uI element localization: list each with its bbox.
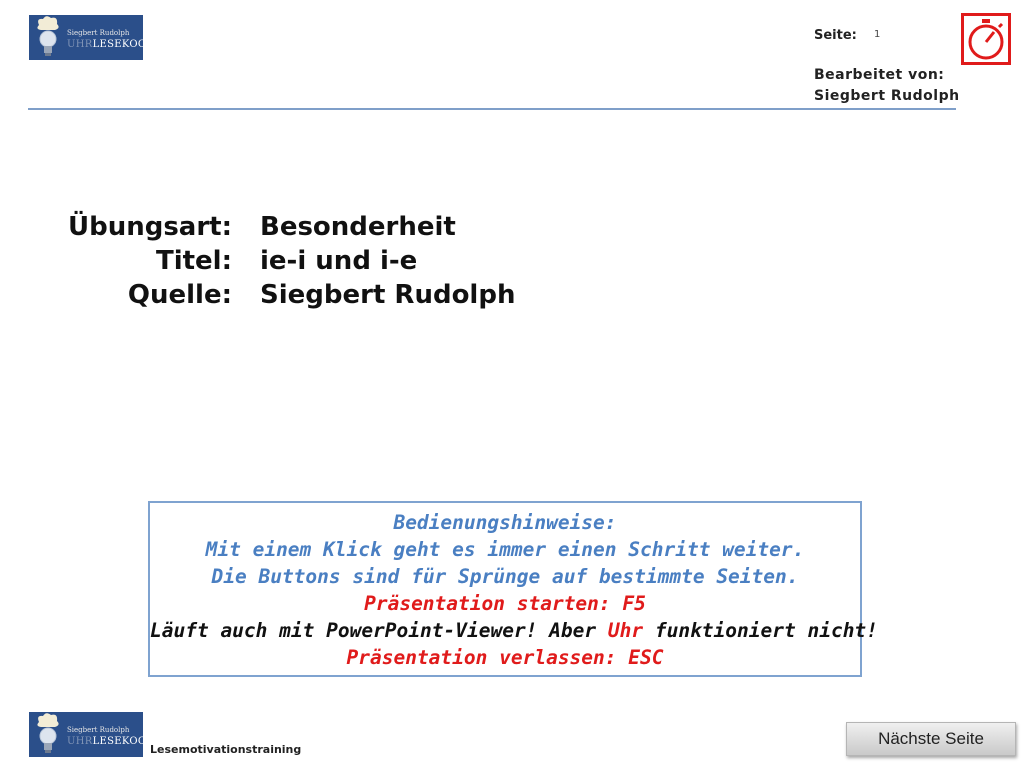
logo-author: Siegbert Rudolph	[67, 29, 130, 37]
footer-label: Lesemotivationstraining	[150, 743, 302, 756]
logo-brand: UHRLESEKOCH	[67, 736, 155, 747]
source-label: Quelle:	[127, 280, 232, 310]
page-label: Seite:	[814, 28, 857, 43]
lightbulb-chef-icon	[31, 712, 65, 757]
title-label: Titel:	[155, 246, 232, 276]
stopwatch-icon[interactable]	[961, 13, 1011, 65]
title-value: ie-i und i-e	[260, 246, 418, 276]
header-divider	[28, 108, 956, 110]
usage-hints-box	[148, 501, 878, 677]
hints-heading: Bedienungshinweise:	[393, 511, 617, 534]
exercise-type-value: Besonderheit	[260, 212, 456, 242]
hint-viewer: Läuft auch mit PowerPoint-Viewer! Aber Uhr funktioniert nicht!	[150, 619, 878, 642]
next-page-button[interactable]: Nächste Seite	[846, 722, 1016, 756]
source-value: Siegbert Rudolph	[260, 280, 516, 310]
exercise-type-label: Übungsart:	[67, 212, 232, 242]
hint-start: Präsentation starten: F5	[364, 592, 646, 615]
lightbulb-chef-icon	[31, 15, 65, 60]
lesekoch-logo	[29, 15, 155, 60]
hint-buttons: Die Buttons sind für Sprünge auf bestimmte Seiten.	[211, 565, 799, 588]
edited-by-label: Bearbeitet von:	[814, 67, 945, 83]
logo-brand: UHRLESEKOCH	[67, 39, 155, 50]
logo-author: Siegbert Rudolph	[67, 726, 130, 734]
edited-by-name: Siegbert Rudolph	[814, 88, 960, 104]
page-number: 1	[874, 29, 881, 40]
lesekoch-logo-footer	[29, 712, 155, 757]
hint-click: Mit einem Klick geht es immer einen Schritt weiter.	[205, 538, 805, 561]
hint-exit: Präsentation verlassen: ESC	[346, 646, 664, 669]
